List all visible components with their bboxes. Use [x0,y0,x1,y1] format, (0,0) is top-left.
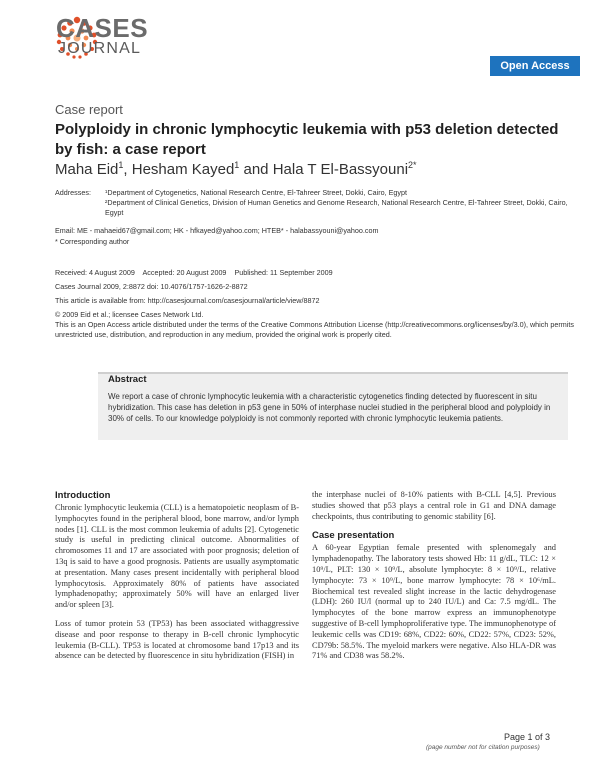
citation: Cases Journal 2009, 2:8872 doi: 10.4076/1757-1626-2-8872 [55,282,248,291]
article-title: Polyploidy in chronic lymphocytic leukemia with p53 deletion detected by fish: a case report [55,121,559,158]
addresses [55,188,575,218]
received-date: Received: 4 August 2009 [55,268,135,277]
copyright: © 2009 Eid et al.; licensee Cases Network Ltd. [55,310,204,319]
accepted-date: Accepted: 20 August 2009 [142,268,227,277]
author-affiliation: 1 [118,160,124,170]
author-name: Hala T El-Bassyouni [272,161,409,178]
abstract-text: We report a case of chronic lymphocytic leukemia with a characteristic cytogenetics finding detected by fluorescent in situ hybridization. This case has deletion in p53 gene in 50% of interphase nuclei studied in the peripheral blood and polyploidy in 30% of cells. To our knowledge polyploidy is not commonly reported with chronic lymphocytic leukemia patients. [108,392,551,423]
availability-link[interactable]: This article is available from: http://casesjournal.com/casesjournal/article/view/8872 [55,296,320,305]
corresponding-author: * Corresponding author [55,237,130,246]
author-affiliation: 2* [408,160,417,170]
article-type: Case report [55,102,123,117]
addresses-label: Addresses: [55,188,91,197]
intro-continuation: the interphase nuclei of 8-10% patients with B-CLL [4,5]. Previous studies showed that p53 plays a central role in G1 and DNA damage checkpoints, thus contributing to genomic stability [6]. [312,490,556,521]
author-separator: and [239,161,273,178]
logo-journal-text: JOURNAL [58,40,142,57]
case-heading: Case presentation [312,530,395,542]
intro-paragraph-2: Loss of tumor protein 53 (TP53) has been associated withaggressive disease and poor response to therapy in B-cell chronic lymphocytic leukemia (B-CLL). TP53 is located at chromosome band 17p13 and its absence can be detected by fluorescence in situ hybridization (FISH) in [55,618,299,661]
intro-paragraph-1: Chronic lymphocytic leukemia (CLL) is a hematopoietic neoplasm of B-lymphocytes found in the peripheral blood, bone marrow, and/or lymph nodes [1]. CLL is the most common leukemia of adults [2]. Cytogenetic study is useful in predicting clinical outcome. Abnormalities of chromosomes 11 and 17 are associated with poor prognosis; deletion of 13q is said to have a good prognosis. Patients are usually asymptomatic at presentation. Many cases present incidentally with peripheral blood lymphocytosis. Approximately 80% of patients have associated lymphadenopathy; approximately 50% will have an enlarged liver and/or spleen [3]. [55,503,299,610]
open-access-badge: Open Access [490,56,580,76]
author-separator: , [123,161,132,178]
logo-cases-text: CASES [56,13,149,43]
email-line: Email: ME - mahaeid67@gmail.com; HK - hfkayed@yahoo.com; HTEB* - halabassyouni@yahoo.com [55,226,379,235]
address-1: ¹Department of Cytogenetics, National Research Centre, El-Tahreer Street, Dokki, Cairo, Egypt [105,188,408,197]
published-date: Published: 11 September 2009 [234,268,333,277]
page-number: Page 1 of 3 [504,732,551,742]
address-2: ²Department of Clinical Genetics, Division of Human Genetics and Genome Research, National Research Centre, El-Tahreer Street, Dokki, Cairo, Egypt [105,198,568,217]
license-text: This is an Open Access article distributed under the terms of the Creative Commons Attribution License (http://creativecommons.org/licenses/by/3.0), which permits unrestricted use, distribution, and reproduction in any medium, provided the original work is properly cited. [55,320,574,339]
author-name: Hesham Kayed [131,161,235,178]
intro-heading: Introduction [55,490,111,501]
abstract-heading: Abstract [108,374,147,385]
page-number-note: (page number not for citation purposes) [426,744,540,751]
body-column-right [312,490,556,670]
case-paragraph: A 60-year Egyptian female presented with splenomegaly and lymphadenopathy. The laboratory tests showed Hb: 11 g/dL, TLC: 12 × 10⁹/L, PLT: 130 × 10⁹/L, absolute lymphocyte: 8 × 10⁹/L, relative lymphocyte: 73 × 10⁹/L, bone marrow lymphocyte: 78 × 10⁶/mL. Biochemical test revealed slight increase in the lactic dehydrogenase (LDH): 260 IU/l (normal up to 240 IU/L) and Ca: 7.5 mg/dL. The lymphocytes of the bone marrow express an immunophenotype suggestive of B-cell lymphoproliferative type. The immunophenotype of leukemic cells was CD19: 68%, CD22: 60%, CD22: 57%, CD23: 52%, CD79b: 58.5%. The myeloid markers were negative. Also HLA-DR was 71% and CD38 was 58.2%. [312,543,556,661]
body-column-left [55,490,299,670]
article-dates [55,268,575,278]
author-list [55,156,575,179]
author-affiliation: 1 [234,160,240,170]
author-name: Maha Eid [55,161,119,178]
